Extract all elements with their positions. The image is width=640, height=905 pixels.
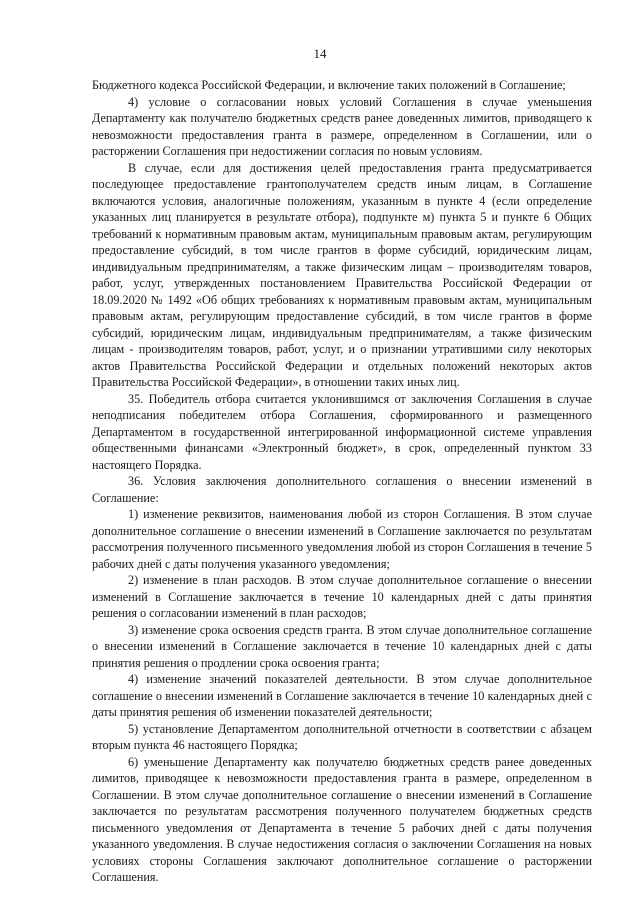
paragraph-clause-36-item-4: 4) изменение значений показателей деятельности. В этом случае дополнительное соглашение о внесении изменений в Соглашение заключается в течение 10 календарных дней с даты принятия решения об изменении показателей деятельности; bbox=[92, 672, 592, 719]
document-body bbox=[92, 77, 592, 886]
page-number: 14 bbox=[313, 46, 327, 61]
paragraph-item-4: 4) условие о согласовании новых условий Соглашения в случае уменьшения Департаменту как получателю бюджетных средств ранее доведенных лимитов, приводящего к невозможности предоставления гранта в размере, определенном в Соглашении, или о расторжении Соглашения при недостижении согласия по новым условиям. bbox=[92, 94, 592, 158]
paragraph-clause-35: 35. Победитель отбора считается уклонившимся от заключения Соглашения в случае неподписания победителем отбора Соглашения, сформированного и размещенного Департаментом в государственной интегрированной информационной системе управления общественными финансами «Электронный бюджет», в срок, определенный пунктом 33 настоящего Порядка. bbox=[92, 391, 592, 472]
paragraph-clause-36: 36. Условия заключения дополнительного соглашения о внесении изменений в Соглашение: bbox=[92, 474, 592, 505]
paragraph-clause-36-item-3: 3) изменение срока освоения средств гранта. В этом случае дополнительное соглашение о внесении изменений в Соглашение заключается в течение 10 календарных дней с даты принятия решения о продлении срока освоения гранта; bbox=[92, 622, 592, 670]
paragraph-clause-36-item-6: 6) уменьшение Департаменту как получателю бюджетных средств ранее доведенных лимитов, приводящее к невозможности предоставления гранта в размере, определенном в Соглашении. В этом случае дополнительное соглашение о внесении изменений в Соглашение заключается по результатам рассмотрения полученного получателем бюджетных средств письменного уведомления от Департамента в течение 5 рабочих дней с даты получения указанного уведомления. В случае недостижения согласия о заключении Соглашения на новых условиях стороны Соглашения заключают дополнительное соглашение о расторжении Соглашения. bbox=[92, 754, 592, 884]
paragraph-clause-36-item-5: 5) установление Департаментом дополнительной отчетности в соответствии с абзацем вторым пункта 46 настоящего Порядка; bbox=[92, 721, 592, 752]
paragraph-clause-36-item-1: 1) изменение реквизитов, наименования любой из сторон Соглашения. В этом случае дополнительное соглашение о внесении изменений в Соглашение заключается по результатам рассмотрения полученного письменного уведомления любой из сторон Соглашения в течение 5 рабочих дней с даты получения указанного уведомления; bbox=[92, 507, 592, 571]
paragraph-continuation: Бюджетного кодекса Российской Федерации, и включение таких положений в Соглашение; bbox=[92, 78, 566, 92]
paragraph-grant-conditions: В случае, если для достижения целей предоставления гранта предусматривается последующее предоставление грантополучателем средств иным лицам, в Соглашение включаются условия, аналогичные положениям, указанным в пункте 4 (если определение указанных лиц планируется в результате отбора), подпункте м) пункта 5 и пункте 6 Общих требований к нормативным правовым актам, муниципальным правовым актам, регулирующим предоставление субсидий, в том числе грантов в форме субсидий, юридическим лицам, индивидуальным предпринимателям, а также физическим лицам – производителям товаров, работ, услуг, утвержденных постановлением Правительства Российской Федерации от 18.09.2020 № 1492 «Об общих требованиях к нормативным правовым актам, муниципальным правовым актам, регулирующим предоставление субсидий, в том числе грантов в форме субсидий, юридическим лицам, индивидуальным предпринимателям, а также физическим лицам - производителям товаров, работ, услуг, и о признании утратившими силу некоторых актов Правительства Российской Федерации и отдельных положений некоторых актов Правительства Российской Федерации», в отношении таких иных лиц. bbox=[92, 160, 592, 389]
paragraph-clause-36-item-2: 2) изменение в план расходов. В этом случае дополнительное соглашение о внесении изменений в Соглашение заключается в течение 10 календарных дней с даты принятия решения о согласовании изменений в план расходов; bbox=[92, 573, 592, 620]
